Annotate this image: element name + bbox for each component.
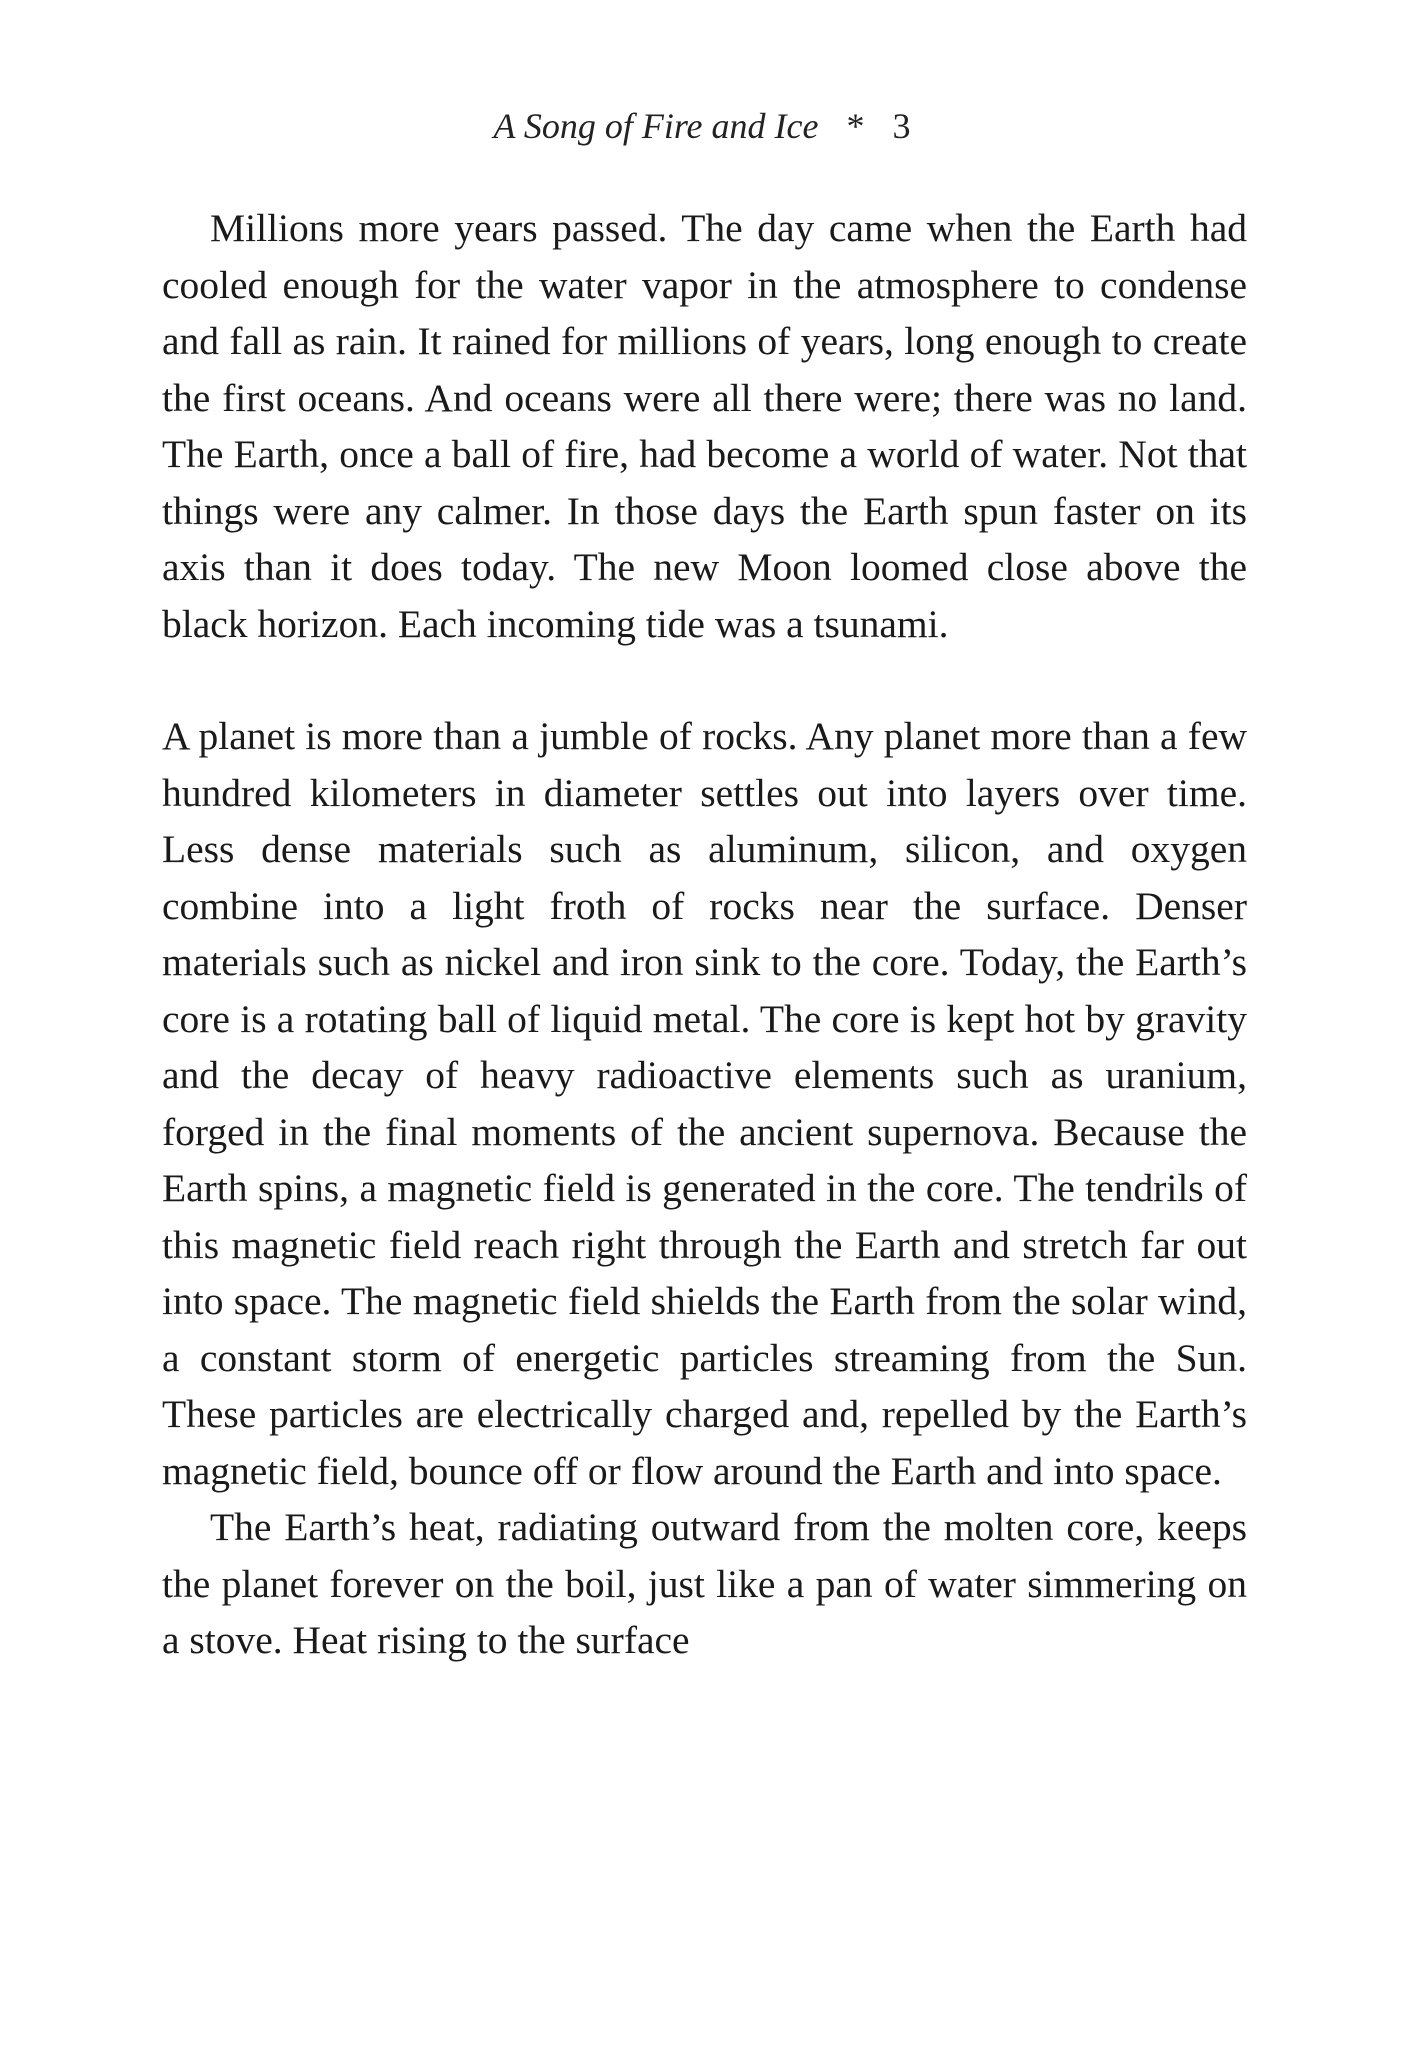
page-number: 3 bbox=[892, 106, 911, 146]
body-text bbox=[162, 200, 1247, 1669]
paragraph-oceans: Millions more years passed. The day came when the Earth had cooled enough for the water vapor in the atmosphere to condense and fall as rain. It rained for millions of years, long enough to create the first oceans. And oceans were all there were; there was no land. The Earth, once a ball of fire, had become a world of water. Not that things were any calmer. In those days the Earth spun faster on its axis than it does today. The new Moon loomed close above the black horizon. Each incoming tide was a tsunami. bbox=[162, 206, 1247, 646]
running-head-title: A Song of Fire and Ice bbox=[493, 106, 819, 146]
ornament-star-icon: * bbox=[846, 106, 865, 146]
paragraph-planet-layers: A planet is more than a jumble of rocks. Any planet more than a few hundred kilometers in diameter settles out into layers over time. Less dense materials such as aluminum, silicon, and oxygen combine into a light froth of rocks near the surface. Denser materials such as nickel and iron sink to the core. Today, the Earth’s core is a rotating ball of liquid metal. The core is kept hot by gravity and the decay of heavy radioactive elements such as uranium, forged in the final moments of the ancient supernova. Because the Earth spins, a magnetic field is generated in the core. The tendrils of this magnetic field reach right through the Earth and stretch far out into space. The magnetic field shields the Earth from the solar wind, a constant storm of energetic particles streaming from the Sun. These particles are electrically charged and, repelled by the Earth’s magnetic field, bounce off or flow around the Earth and into space. bbox=[162, 714, 1247, 1493]
paragraph-earth-heat: The Earth’s heat, radiating outward from the molten core, keeps the planet forever on the boil, just like a pan of water simmering on a stove. Heat rising to the surface bbox=[162, 1505, 1247, 1662]
running-head bbox=[0, 98, 1404, 154]
